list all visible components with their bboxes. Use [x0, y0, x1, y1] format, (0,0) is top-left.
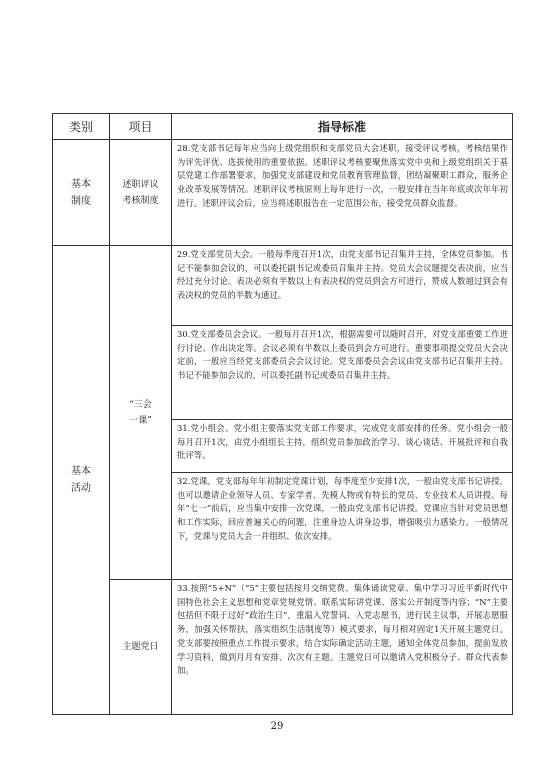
standard-28: 28.党支部书记每年应当向上级党组织和支部党员大会述职，接受评议考核，考核结果作为评先评优、选拔使用的重要依据。述职评议考核要聚焦落实党中央和上级党组织关于基层党建工作部署要求，加强党支部建设和党员教育管理监督，团结凝聚职工群众，服务企业改革发展等情况。述职评议考核原则上每年进行一次，一般安排在当年年底或次年年初进行。述职评议会后，应当将述职报告在一定范围公布，接受党员群众监督。 — [172, 140, 513, 246]
header-standard: 指导标准 — [172, 114, 513, 140]
standard-31: 31.党小组会。党小组主要落实党支部工作要求，完成党支部安排的任务。党小组会一般每月召开1次，由党小组组长主持，组织党员参加政治学习、谈心谈话、开展批评和自我批评等。 — [172, 420, 513, 473]
item-review-system: 述职评议 考核制度 — [110, 140, 172, 246]
header-item: 项目 — [110, 114, 172, 140]
standard-32: 32.党课。党支部每年年初制定党课计划，每季度至少安排1次，一般由党支部书记讲授，也可以邀请企业领导人员、专家学者、先模人物或有特长的党员、专业技术人员讲授。每年“七一”前后，应当集中安排一次党课，一般由党支部书记讲授。党课应当针对党员思想和工作实际，回应普遍关心的问题，注重身边人讲身边事，增强吸引力感染力。一般情况下，党课与党员大会一并组织、依次安排。 — [172, 473, 513, 580]
category-basic-system: 基本 制度 — [53, 140, 110, 246]
table-row — [53, 140, 513, 246]
standard-33: 33.按照“5+N”（“5”主要包括按月交纳党费、集体诵读党章、集中学习习近平新时代中国特色社会主义思想和党章党规党情、联系实际讲党课、落实公开制度等内容；“N”主要包括但不限于过好“政治生日”，重温入党誓词、入党志愿书，进行民主议事，开展志愿服务，加强关怀帮扶，落实组织生活制度等）模式要求，每月相对固定1天开展主题党日。党支部要按照重点工作提示要求，结合实际确定活动主题，通知全体党员参加，提前发放学习资料，做到月月有安排、次次有主题。主题党日可以邀请入党积极分子、群众代表参加。 — [172, 580, 513, 715]
header-category: 类别 — [53, 114, 110, 140]
standards-table — [52, 113, 513, 715]
standard-30: 30.党支部委员会会议。一般每月召开1次，根据需要可以随时召开，对党支部重要工作进行讨论、作出决定等。会议必须有半数以上委员到会方可进行。重要事项提交党员大会决定前，一般应当经党支部委员会会议讨论。党支部委员会会议由党支部书记召集并主持。书记不能参加会议的，可以委托副书记或委员召集并主持。 — [172, 326, 513, 420]
category-basic-activity: 基本 活动 — [53, 246, 110, 715]
table-header-row — [53, 114, 513, 140]
item-theme-party-day: 主题党日 — [110, 580, 172, 715]
item-three-meetings-one-lesson: “三会 一课” — [110, 246, 172, 580]
table-row — [53, 580, 513, 715]
page-number: 29 — [270, 721, 284, 732]
table-row — [53, 246, 513, 326]
standard-29: 29.党支部党员大会。一般每季度召开1次，由党支部书记召集并主持，全体党员参加。书记不能参加会议的，可以委托副书记或委员召集并主持。党员大会议题提交表决前，应当经过充分讨论。表决必须有半数以上有表决权的党员到会方可进行，赞成人数超过到会有表决权的党员的半数为通过。 — [172, 246, 513, 326]
